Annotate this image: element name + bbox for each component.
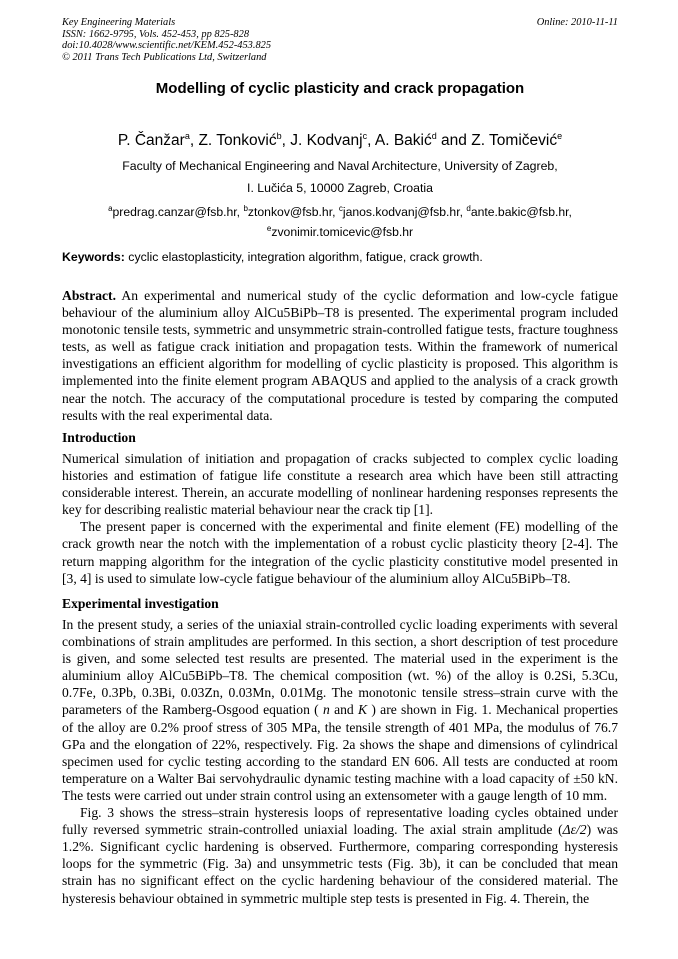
email-address: ante.bakic@fsb.hr, <box>470 205 572 220</box>
section-heading-introduction: Introduction <box>62 430 136 445</box>
author-sup: a <box>184 131 190 141</box>
paragraph <box>62 616 618 804</box>
text-run: and <box>334 702 359 718</box>
author-sup: e <box>557 131 563 141</box>
text-run: Fig. 3 shows the stress–strain hysteresis loops of representative loading cycles obtained under fully reversed symmetric strain-controlled uniaxial loading. The axial strain amplitude ( <box>62 805 618 838</box>
affiliation-line-1: Faculty of Mechanical Engineering and Naval Architecture, University of Zagreb, <box>122 159 558 173</box>
email-sup: a <box>108 204 113 213</box>
paragraph: The present paper is concerned with the experimental and finite element (FE) modelling of the crack growth near the notch with the implementation of a robust cyclic plasticity theory [2-4]. The return mapping algorithm for the integration of the cyclic plasticity constitutive model presented in [3, 4] is used to simulate low-cycle fatigue behaviour of the aluminium alloy AlCu5BiPb–T8. <box>62 519 618 586</box>
author: J. Kodvanj <box>290 132 363 150</box>
section-heading-experimental: Experimental investigation <box>62 596 219 611</box>
keywords-text: cyclic elastoplasticity, integration algorithm, fatigue, crack growth. <box>124 250 483 264</box>
author-sep: and <box>436 132 472 150</box>
email-sup: e <box>266 223 272 233</box>
abstract-label: Abstract. <box>62 288 116 303</box>
math-symbol: n <box>318 702 335 718</box>
paragraph: Numerical simulation of initiation and propagation of cracks subjected to complex cyclic loading histories and estimation of fatigue life constitute a research area which have been still attracting considerable interest. Therein, an accurate modelling of nonlinear hardening responses represents the key for describing realistic material behaviour near the crack tip [1]. <box>62 451 618 518</box>
abstract <box>62 287 618 424</box>
keywords <box>62 250 618 264</box>
abstract-text: An experimental and numerical study of the cyclic deformation and low-cycle fatigue behaviour of the aluminium alloy AlCu5BiPb–T8 is presented. The experimental program included monotonic tensile tests, symmetric and unsymmetric strain-controlled fatigue tests, fracture toughness tests, as well as fatigue crack initiation and propagation tests. Within the framework of numerical investigations an efficient algorithm for modelling of cyclic plasticity is proposed. This algorithm is implemented into the finite element program ABAQUS and applied to the analysis of a crack growth near the notch. The accuracy of the computational procedure is tested by comparing the computed results with the real experimental data. <box>62 288 618 423</box>
author: A. Bakić <box>374 132 432 150</box>
email-sup: b <box>243 204 248 213</box>
keywords-label: Keywords: <box>62 250 125 264</box>
experimental-body <box>62 616 618 907</box>
paper-title: Modelling of cyclic plasticity and crack propagation <box>155 80 525 97</box>
online-date: Online: 2010-11-11 <box>536 17 618 28</box>
author-sep: , <box>281 132 291 150</box>
author-sup: c <box>362 131 368 141</box>
email-sup: d <box>466 204 471 213</box>
email-address: janos.kodvanj@fsb.hr, <box>342 205 467 220</box>
text-run: ) are shown in Fig. 1. Mechanical properties of the alloy are 0.2% proof stress of 305 MPa, the tensile strength of 401 MPa, the modulus of 76.7 GPa and the elongation of 22%, respectively. Fig. 2a shows the shape and dimensions of cylindrical specimen used for cyclic testing according to the standard EN 606. All tests are conducted at room temperature on a Walter Bai servohydraulic dynamic testing machine with a load capacity of ±50 kN. The tests were carried out under strain control using an extensometer with a gauge length of 10 mm. <box>62 702 619 803</box>
email-sup: c <box>338 204 343 213</box>
author-sep: , <box>189 132 199 150</box>
issn-line: ISSN: 1662-9795, Vols. 452-453, pp 825-828 <box>62 28 250 40</box>
math-symbol: K <box>358 702 372 718</box>
author: Z. Tomičević <box>471 132 558 150</box>
author: Z. Tonković <box>198 132 277 150</box>
email-address: zvonimir.tomicevic@fsb.hr <box>271 224 414 239</box>
author-sup: d <box>431 131 437 141</box>
introduction-body <box>62 450 618 587</box>
author-list <box>62 131 618 150</box>
author-sep: , <box>367 132 375 150</box>
text-run: ) was 1.2%. Significant cyclic hardening is observed. Furthermore, comparing corresponding hysteresis loops for the symmetric (Fig. 3a) and unsymmetric tests (Fig. 3b), it can be concluded that mean strain has no significant effect on the cyclic hardening behaviour of the considered material. The hysteresis behaviour obtained in symmetric multiple step tests is presented in Fig. 4. Therein, the <box>62 822 618 906</box>
journal-header <box>62 17 618 63</box>
author-sup: b <box>276 131 282 141</box>
doi-line: doi:10.4028/www.scientific.net/KEM.452-453.825 <box>62 40 272 51</box>
math-symbol: Δε/2 <box>562 822 587 838</box>
author: P. Čanžar <box>117 132 185 150</box>
text-run: In the present study, a series of the uniaxial strain-controlled cyclic loading experiments with several combinations of strain amplitudes are performed. In this section, a short description of test procedure is given, and some selected test results are presented. The material used in the experiment is the aluminium alloy AlCu5BiPb–T8. The chemical composition (wt. %) of the alloy is 0.2Si, 5.3Cu, 0.7Fe, 0.3Pb, 0.3Bi, 0.03Zn, 0.03Mn, 0.01Mg. The monotonic tensile stress–strain curve with the parameters of the Ramberg-Osgood equation ( <box>62 617 618 718</box>
email-address: predrag.canzar@fsb.hr, <box>112 205 244 220</box>
journal-name: Key Engineering Materials <box>62 17 176 28</box>
email-list <box>62 201 618 240</box>
affiliation-line-2: I. Lučića 5, 10000 Zagreb, Croatia <box>247 181 433 195</box>
email-address: ztonkov@fsb.hr, <box>247 205 339 220</box>
paragraph <box>62 804 618 907</box>
copyright-line: © 2011 Trans Tech Publications Ltd, Switzerland <box>62 51 267 63</box>
